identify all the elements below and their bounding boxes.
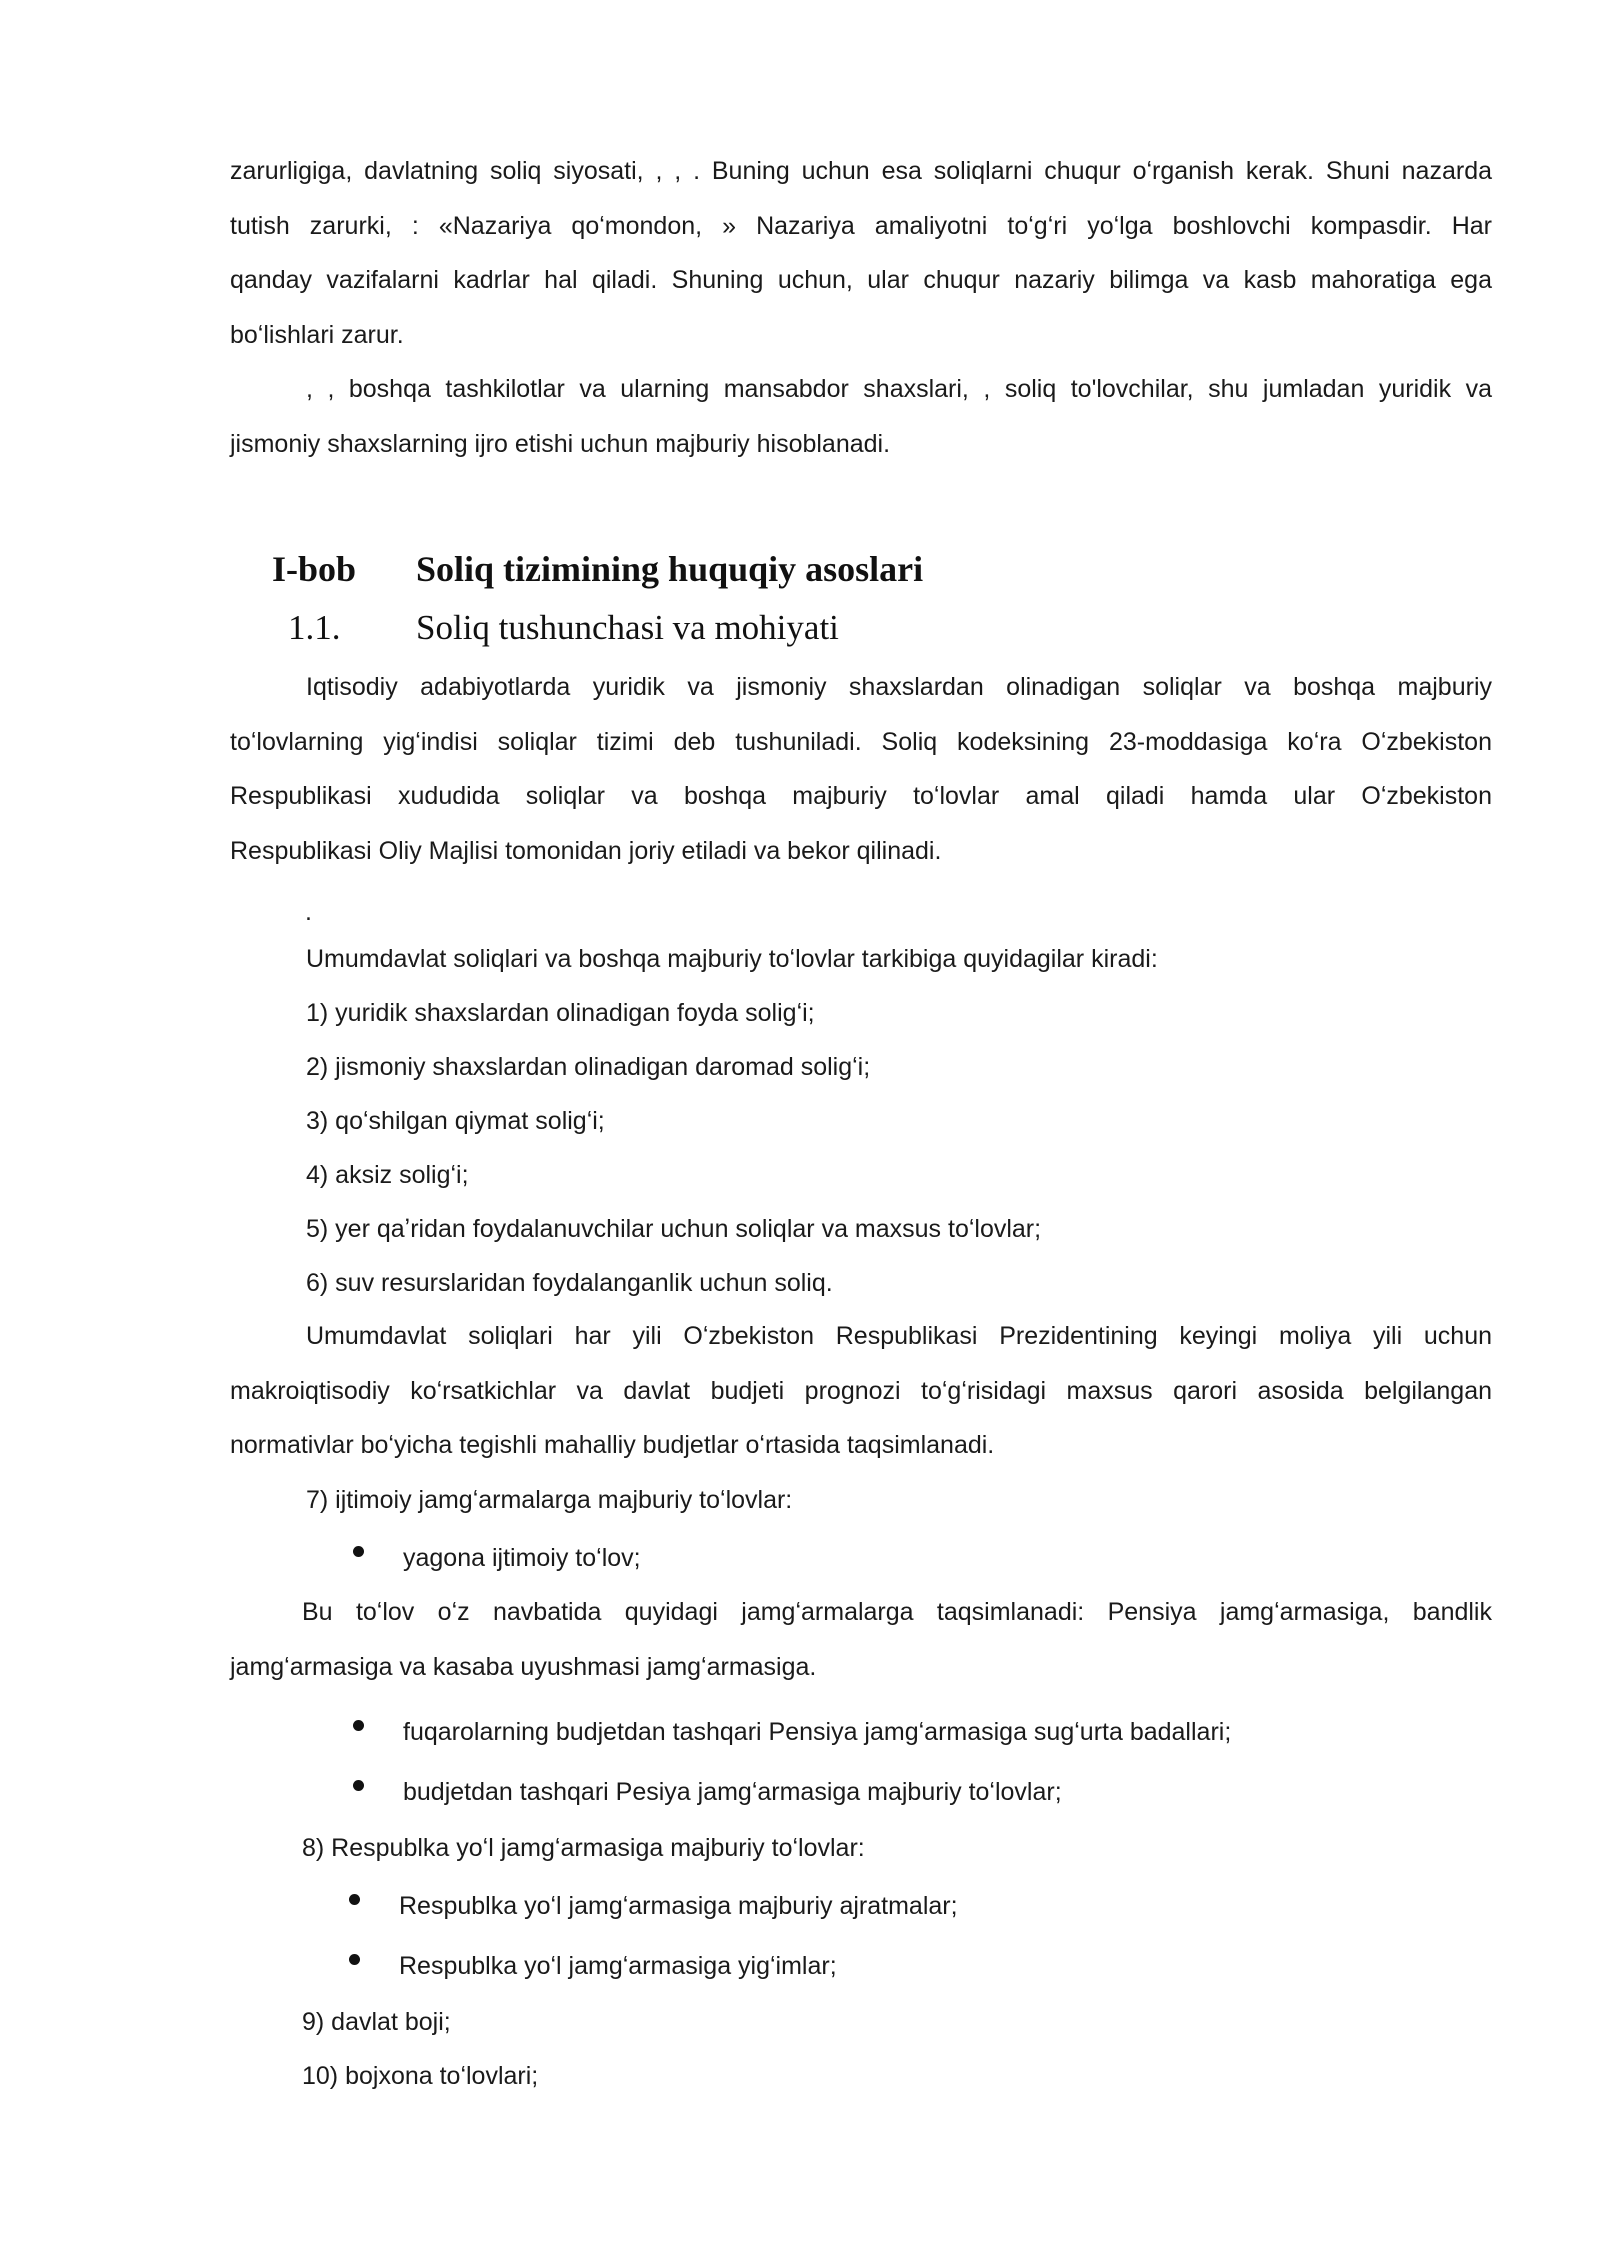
body-paragraph-2 bbox=[230, 1309, 1492, 1473]
bullet-item: fuqarolarning budjetdan tashqari Pensiya jamgʻarmasiga sugʻurta badallari; bbox=[403, 1718, 1232, 1746]
text-line: Iqtisodiy adabiyotlarda yuridik va jismoniy shaxslardan olinadigan soliqlar va boshqa majburiy bbox=[306, 673, 1492, 701]
text-line: Umumdavlat soliqlari har yili Oʻzbekiston Respublikasi Prezidentining keyingi moliya yili uchun bbox=[306, 1322, 1492, 1350]
bullet-item: yagona ijtimoiy toʻlov; bbox=[403, 1544, 641, 1572]
text-line: normativlar boʻyicha tegishli mahalliy budjetlar oʻrtasida taqsimlanadi. bbox=[230, 1431, 995, 1459]
text-line: toʻlovlarning yigʻindisi soliqlar tizimi deb tushuniladi. Soliq kodeksining 23-moddasiga koʻra Oʻzbekiston bbox=[230, 727, 1492, 756]
chapter-title: Soliq tizimining huquqiy asoslari bbox=[416, 549, 924, 589]
list-item: 9) davlat boji; bbox=[302, 2008, 451, 2036]
text-line: , , boshqa tashkilotlar va ularning mansabdor shaxslari, , soliq to'lovchilar, shu jumladan yuridik va bbox=[306, 375, 1492, 403]
body-paragraph bbox=[230, 660, 1492, 878]
bullet-icon bbox=[353, 1720, 364, 1731]
text-line: jismoniy shaxslarning ijro etishi uchun majburiy hisoblanadi. bbox=[230, 429, 891, 458]
text-line: boʻlishlari zarur. bbox=[230, 320, 404, 349]
text-line: Bu toʻlov oʻz navbatida quyidagi jamgʻarmalarga taqsimlanadi: Pensiya jamgʻarmasiga, bandlik bbox=[302, 1598, 1492, 1626]
text-line: qanday vazifalarni kadrlar hal qiladi. Shuning uchun, ular chuqur nazariy bilimga va kasb mahoratiga ega bbox=[230, 266, 1492, 294]
list-item: 5) yer qaʼridan foydalanuvchilar uchun soliqlar va maxsus toʻlovlar; bbox=[306, 1215, 1042, 1243]
list-item: 10) bojxona toʻlovlari; bbox=[302, 2062, 539, 2090]
text-line: tutish zarurki, : «Nazariya qoʻmondon, » Nazariya amaliyotni toʻgʻri yoʻlga boshlovchi kompasdir. Har bbox=[230, 211, 1492, 240]
bullet-icon bbox=[353, 1546, 364, 1557]
bullet-item: Respublka yoʻl jamgʻarmasiga yigʻimlar; bbox=[399, 1952, 837, 1980]
list-item: 3) qoʻshilgan qiymat soligʻi; bbox=[306, 1107, 605, 1135]
bullet-item: budjetdan tashqari Pesiya jamgʻarmasiga majburiy toʻlovlar; bbox=[403, 1778, 1062, 1806]
text-line: zarurligiga, davlatning soliq siyosati, , , . Buning uchun esa soliqlarni chuqur oʻrganish kerak. Shuni nazarda bbox=[230, 157, 1492, 185]
section-title: Soliq tushunchasi va mohiyati bbox=[416, 608, 839, 647]
list-item: 6) suv resurslaridan foydalanganlik uchun soliq. bbox=[306, 1269, 833, 1297]
section-number: 1.1. bbox=[288, 608, 341, 647]
list-item: 1) yuridik shaxslardan olinadigan foyda soligʻi; bbox=[306, 999, 815, 1027]
bullet-icon bbox=[349, 1954, 360, 1965]
text-line: jamgʻarmasiga va kasaba uyushmasi jamgʻarmasiga. bbox=[230, 1652, 817, 1681]
stray-mark: . bbox=[305, 898, 312, 926]
list-item: 8) Respublka yoʻl jamgʻarmasiga majburiy toʻlovlar: bbox=[302, 1834, 865, 1862]
bullet-item: Respublka yoʻl jamgʻarmasiga majburiy ajratmalar; bbox=[399, 1892, 958, 1920]
text-line: Respublikasi xududida soliqlar va boshqa majburiy toʻlovlar amal qiladi hamda ular Oʻzbekiston bbox=[230, 782, 1492, 810]
text-line: Respublikasi Oliy Majlisi tomonidan joriy etiladi va bekor qilinadi. bbox=[230, 836, 942, 865]
body-paragraph-3 bbox=[230, 1585, 1492, 1694]
list-intro: Umumdavlat soliqlari va boshqa majburiy toʻlovlar tarkibiga quyidagilar kiradi: bbox=[306, 945, 1158, 973]
chapter-number: I-bob bbox=[272, 549, 357, 589]
intro-paragraph bbox=[230, 144, 1492, 362]
list-item: 4) aksiz soligʻi; bbox=[306, 1161, 469, 1189]
list-item: 2) jismoniy shaxslardan olinadigan daromad soligʻi; bbox=[306, 1053, 871, 1081]
bullet-icon bbox=[349, 1894, 360, 1905]
intro-paragraph-2 bbox=[230, 362, 1492, 471]
text-line: makroiqtisodiy koʻrsatkichlar va davlat budjeti prognozi toʻgʻrisidagi maxsus qarori asosida belgilangan bbox=[230, 1376, 1492, 1405]
list-item: 7) ijtimoiy jamgʻarmalarga majburiy toʻlovlar: bbox=[306, 1486, 793, 1514]
bullet-icon bbox=[353, 1780, 364, 1791]
